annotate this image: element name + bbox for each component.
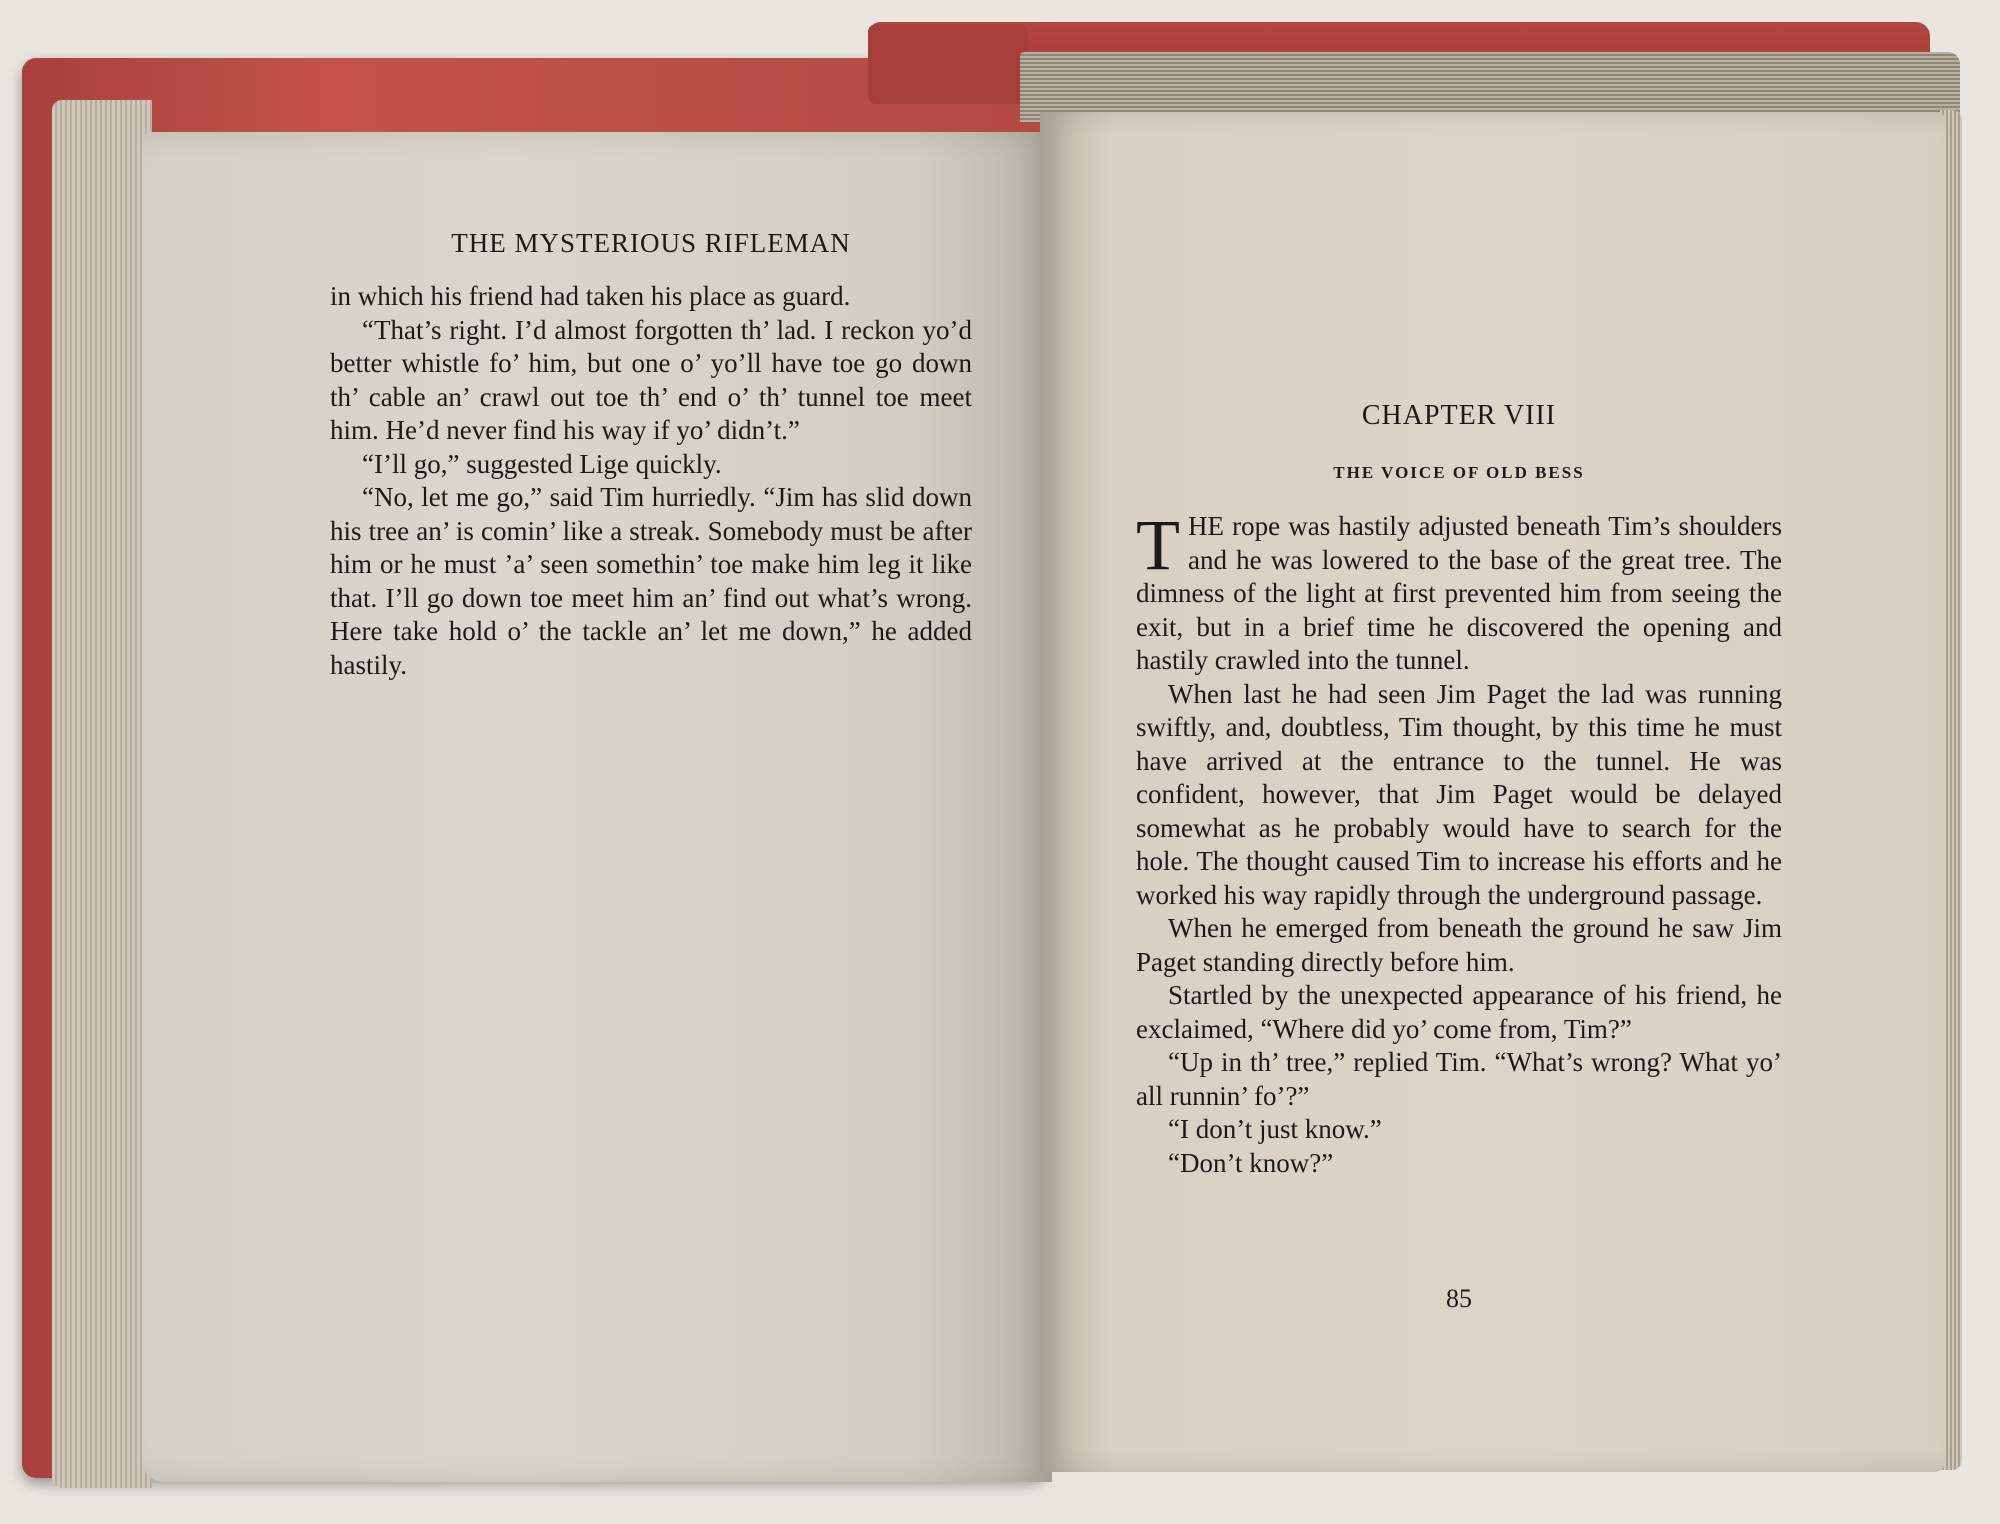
running-head: THE MYSTERIOUS RIFLEMAN bbox=[451, 228, 851, 258]
opening-paragraph bbox=[1136, 505, 1782, 678]
left-page-text bbox=[330, 280, 972, 682]
paragraph: When he emerged from beneath the ground he saw Jim Paget standing directly before him. bbox=[1136, 913, 1782, 977]
paragraph: “I don’t just know.” bbox=[1168, 1114, 1382, 1144]
chapter-title: CHAPTER VIII bbox=[1361, 400, 1557, 431]
book-spine bbox=[868, 24, 1028, 104]
drop-cap: T bbox=[1136, 505, 1180, 585]
paragraph: “Don’t know?” bbox=[1168, 1147, 1334, 1178]
paragraph: Startled by the unexpected appearance of his friend, he exclaimed, “Where did yo’ come from, Tim?” bbox=[1136, 980, 1782, 1044]
paragraph: When last he had seen Jim Paget the lad was running swiftly, and, doubtless, Tim thought, by this time he must have arrived at the entrance to the tunnel. He was confident, however, that Jim Paget would be delayed somewhat as he probably would have to search for the hole. The thought caused Tim to increase his efforts and he worked his way rapidly through the underground passage. bbox=[1136, 678, 1782, 910]
chapter-subtitle: THE VOICE OF OLD BESS bbox=[1333, 463, 1585, 482]
paragraph: “Up in th’ tree,” replied Tim. “What’s wrong? What yo’ all runnin’ fo’?” bbox=[1136, 1047, 1782, 1111]
page-number: 85 bbox=[1446, 1284, 1472, 1313]
page-edges-left bbox=[52, 100, 152, 1488]
paragraph: in which his friend had taken his place as guard. bbox=[330, 281, 851, 311]
opening-paragraph-text: HE rope was hastily adjusted beneath Tim’s shoulders and he was lowered to the base of the great tree. The dimness of the light at first prevented him from seeing the exit, but in a brief time he discovered the opening and hastily crawled into the tunnel. bbox=[1136, 511, 1782, 675]
paragraph: “I’ll go,” suggested Lige quickly. bbox=[362, 448, 722, 479]
paragraph: “That’s right. I’d almost forgotten th’ lad. I reckon yo’d better whistle fo’ him, but one o’ yo’ll have toe go down th’ cable an’ crawl out toe th’ end o’ th’ tunnel toe meet him. He’d never find his way if yo’ didn’t.” bbox=[330, 314, 972, 445]
paragraph: “No, let me go,” said Tim hurriedly. “Jim has slid down his tree an’ is comin’ like a streak. Somebody must be after him or he must ’a’ seen somethin’ toe make him leg it like that. I’ll go down toe meet him an’ find out what’s wrong. Here take hold o’ the tackle an’ let me down,” he added hastily. bbox=[330, 482, 972, 680]
right-page-text bbox=[1136, 505, 1782, 1180]
